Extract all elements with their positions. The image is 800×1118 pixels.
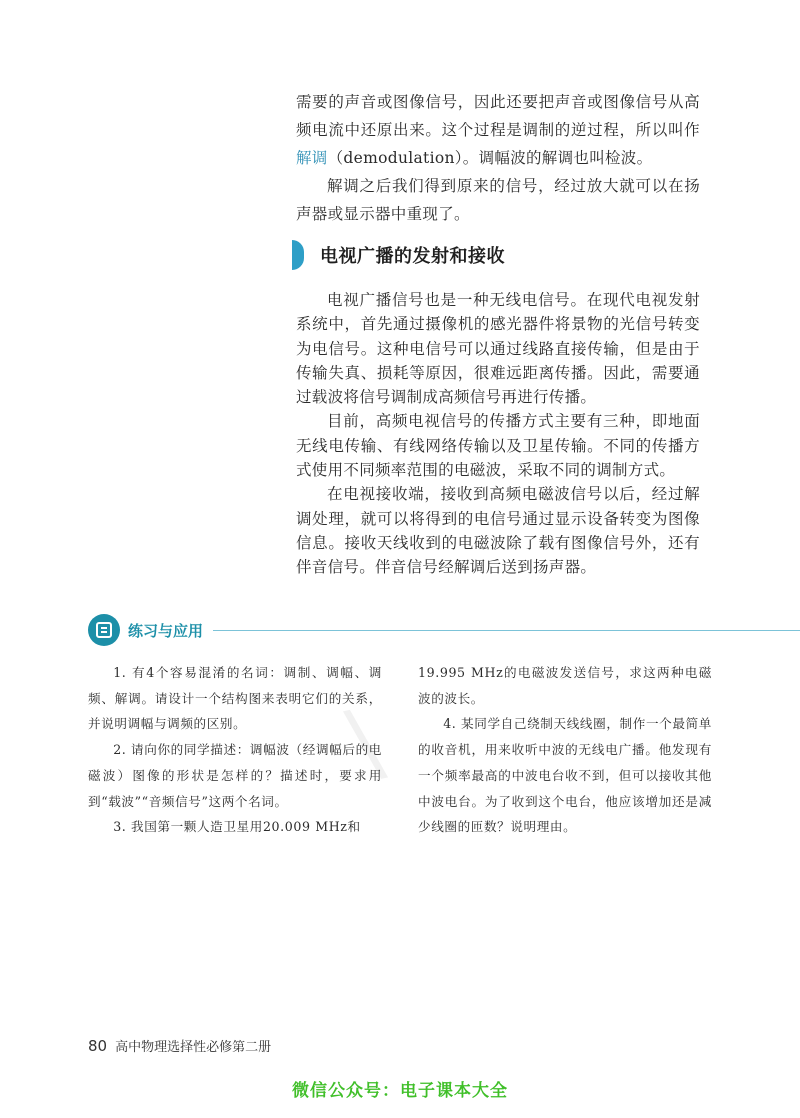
watermark: \ bbox=[339, 687, 391, 798]
watermark-banner: 微信公众号：电子课本大全 bbox=[292, 1081, 508, 1101]
exercise-column-left bbox=[88, 660, 382, 840]
page-footer bbox=[88, 1036, 271, 1055]
page-number: 80 bbox=[88, 1037, 108, 1055]
section-heading bbox=[292, 238, 505, 272]
exercise-item-2: 2. 请向你的同学描述：调幅波（经调幅后的电磁波）图像的形状是怎样的？描述时，要求用到“载波”“音频信号”这两个名词。 bbox=[88, 742, 382, 809]
intro-paragraph-1: 需要的声音或图像信号，因此还要把声音或图像信号从高频电流中还原出来。这个过程是调制的逆过程，所以叫作解调（demodulation）。调幅波的解调也叫检波。 bbox=[296, 93, 700, 167]
exercise-item-3: 3. 我国第一颗人造卫星用20.009 MHz和 bbox=[113, 819, 361, 835]
exercise-item-1: 1. 有4个容易混淆的名词：调制、调幅、调频、解调。请设计一个结构图来表明它们的关系，并说明调幅与调频的区别。 bbox=[88, 665, 382, 732]
intro-text bbox=[296, 88, 700, 228]
intro-paragraph-2: 解调之后我们得到原来的信号，经过放大就可以在扬声器或显示器中重现了。 bbox=[296, 177, 700, 223]
section-title: 电视广播的发射和接收 bbox=[320, 246, 505, 267]
exercise-item-4: 4. 某同学自己绕制天线线圈，制作一个最简单的收音机，用来收听中波的无线电广播。他发现有一个频率最高的中波电台收不到，但可以接收其他中波电台。为了收到这个电台，他应该增加还是减少线圈的匝数？说明理由。 bbox=[418, 716, 712, 835]
section-body bbox=[296, 288, 700, 580]
exercise-column-right bbox=[418, 660, 712, 840]
exercise-header bbox=[88, 612, 800, 648]
term-demodulation: 解调 bbox=[296, 149, 328, 167]
divider bbox=[213, 630, 800, 631]
section-paragraph-2: 目前，高频电视信号的传播方式主要有三种，即地面无线电传输、有线网络传输以及卫星传输。不同的传播方式使用不同频率范围的电磁波，采取不同的调制方式。 bbox=[296, 412, 700, 480]
exercise-item-3-cont: 19.995 MHz的电磁波发送信号，求这两种电磁波的波长。 bbox=[418, 665, 712, 706]
section-paragraph-3: 在电视接收端，接收到高频电磁波信号以后，经过解调处理，就可以将得到的电信号通过显示设备转变为图像信息。接收天线收到的电磁波除了载有图像信号外，还有伴音信号。伴音信号经解调后送到扬声器。 bbox=[296, 485, 700, 577]
exercise-title: 练习与应用 bbox=[128, 621, 204, 640]
section-marker-icon bbox=[292, 240, 304, 270]
exercise-book-icon bbox=[88, 614, 120, 646]
book-title: 高中物理选择性必修第二册 bbox=[115, 1040, 272, 1055]
section-paragraph-1: 电视广播信号也是一种无线电信号。在现代电视发射系统中，首先通过摄像机的感光器件将景物的光信号转变为电信号。这种电信号可以通过线路直接传输，但是由于传输失真、损耗等原因，很难远距离传播。因此，需要通过载波将信号调制成高频信号再进行传播。 bbox=[296, 291, 700, 407]
